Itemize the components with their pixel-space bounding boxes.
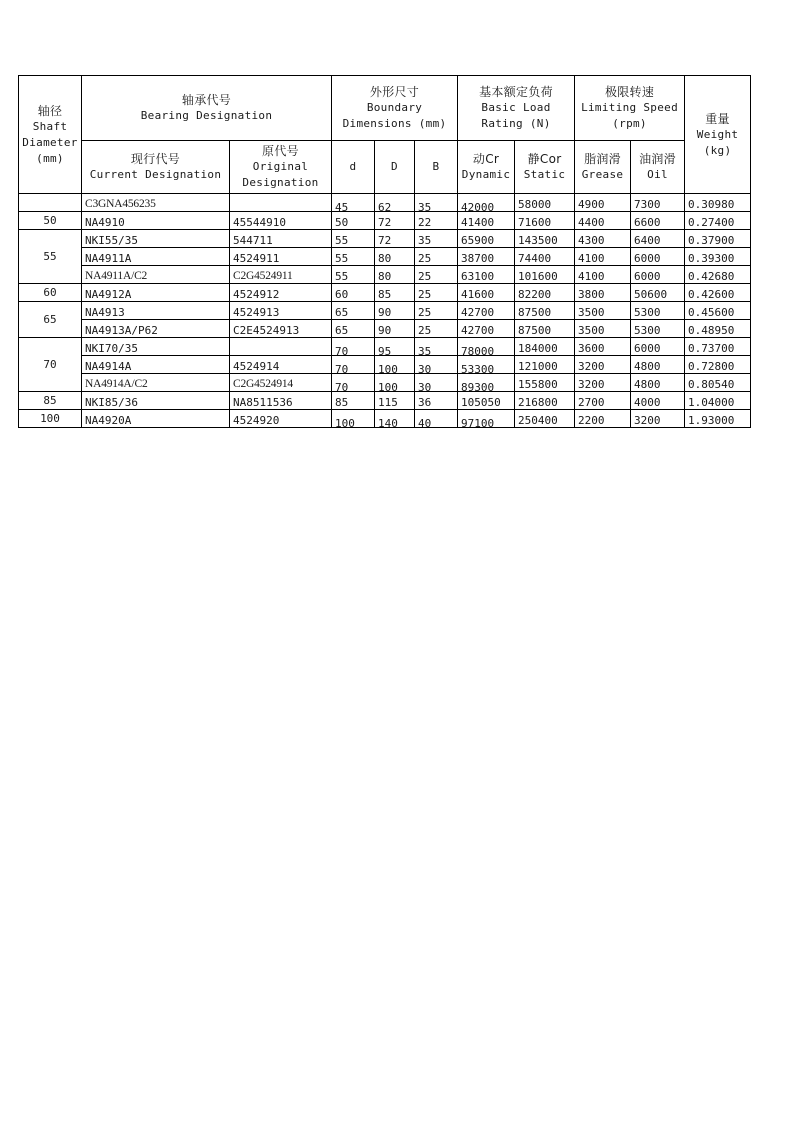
weight-cell: 0.37900 [685,230,751,248]
dim-d-cell: 45 [332,194,375,212]
dim-D-cell: 80 [375,248,415,266]
dim-D-cell: 72 [375,230,415,248]
dynamic-cr-cell: 38700 [458,248,515,266]
dim-B-cell: 25 [415,320,458,338]
grease-speed-cell: 3800 [575,284,631,302]
shaft-diameter-cell: 65 [19,302,82,338]
weight-cell: 0.80540 [685,374,751,392]
dynamic-cr-cell: 41400 [458,212,515,230]
table-row [19,320,751,338]
header-boundary-dimensions: 外形尺寸 Boundary Dimensions (mm) [332,76,458,141]
static-cor-cell: 82200 [515,284,575,302]
current-designation-cell: NKI55/35 [82,230,230,248]
weight-cell: 0.73700 [685,338,751,356]
dim-d-cell: 55 [332,266,375,284]
dynamic-cr-cell: 42700 [458,302,515,320]
original-designation-cell: NA8511536 [230,392,332,410]
dynamic-cr-cell: 42000 [458,194,515,212]
oil-speed-cell: 6000 [631,338,685,356]
dim-B-cell: 25 [415,266,458,284]
dim-B-cell: 30 [415,374,458,392]
oil-speed-cell: 3200 [631,410,685,428]
original-designation-cell: 4524911 [230,248,332,266]
dynamic-cr-cell: 41600 [458,284,515,302]
table-row [19,338,751,356]
header-dynamic-cr: 动Cr Dynamic [458,141,515,194]
grease-speed-cell: 3200 [575,356,631,374]
dim-D-cell: 100 [375,356,415,374]
current-designation-cell: NA4914A [82,356,230,374]
dim-d-cell: 70 [332,356,375,374]
oil-speed-cell: 6400 [631,230,685,248]
table-row [19,374,751,392]
header-weight: 重量 Weight (kg) [685,76,751,194]
table-row [19,284,751,302]
dim-d-cell: 85 [332,392,375,410]
current-designation-cell: NA4913 [82,302,230,320]
current-designation-cell: NA4911A/C2 [82,266,230,284]
grease-speed-cell: 3500 [575,320,631,338]
oil-speed-cell: 4000 [631,392,685,410]
shaft-diameter-cell: 100 [19,410,82,428]
header-shaft-diameter: 轴径 Shaft Diameter (mm) [19,76,82,194]
weight-cell: 0.39300 [685,248,751,266]
current-designation-cell: NKI85/36 [82,392,230,410]
bearing-spec-table [18,75,751,428]
dim-B-cell: 36 [415,392,458,410]
dim-B-cell: 22 [415,212,458,230]
dim-d-cell: 65 [332,302,375,320]
dynamic-cr-cell: 97100 [458,410,515,428]
dim-d-cell: 100 [332,410,375,428]
table-row [19,194,751,212]
oil-speed-cell: 6000 [631,266,685,284]
table-row [19,248,751,266]
oil-speed-cell: 7300 [631,194,685,212]
static-cor-cell: 184000 [515,338,575,356]
oil-speed-cell: 50600 [631,284,685,302]
header-dim-B-width: B [415,141,458,194]
current-designation-cell: NA4920A [82,410,230,428]
dim-d-cell: 60 [332,284,375,302]
static-cor-cell: 216800 [515,392,575,410]
dim-D-cell: 100 [375,374,415,392]
original-designation-cell [230,194,332,212]
static-cor-cell: 101600 [515,266,575,284]
dim-B-cell: 25 [415,284,458,302]
oil-speed-cell: 5300 [631,320,685,338]
shaft-diameter-cell: 60 [19,284,82,302]
static-cor-cell: 74400 [515,248,575,266]
weight-cell: 0.72800 [685,356,751,374]
header-current-designation: 现行代号 Current Designation [82,141,230,194]
dim-D-cell: 90 [375,302,415,320]
original-designation-cell: 4524912 [230,284,332,302]
dim-D-cell: 95 [375,338,415,356]
dynamic-cr-cell: 42700 [458,320,515,338]
dynamic-cr-cell: 105050 [458,392,515,410]
static-cor-cell: 121000 [515,356,575,374]
header-limiting-speed: 极限转速 Limiting Speed (rpm) [575,76,685,141]
shaft-diameter-cell [19,194,82,212]
header-bearing-designation: 轴承代号 Bearing Designation [82,76,332,141]
dim-d-cell: 55 [332,230,375,248]
header-original-designation: 原代号 Original Designation [230,141,332,194]
dynamic-cr-cell: 65900 [458,230,515,248]
grease-speed-cell: 4100 [575,266,631,284]
static-cor-cell: 58000 [515,194,575,212]
static-cor-cell: 87500 [515,302,575,320]
static-cor-cell: 87500 [515,320,575,338]
dim-d-cell: 55 [332,248,375,266]
grease-speed-cell: 4900 [575,194,631,212]
current-designation-cell: NA4913A/P62 [82,320,230,338]
dim-D-cell: 115 [375,392,415,410]
dynamic-cr-cell: 78000 [458,338,515,356]
table-row [19,356,751,374]
original-designation-cell: 4524920 [230,410,332,428]
oil-speed-cell: 6000 [631,248,685,266]
dim-D-cell: 72 [375,212,415,230]
oil-speed-cell: 4800 [631,356,685,374]
header-static-cor: 静Cor Static [515,141,575,194]
original-designation-cell [230,338,332,356]
grease-speed-cell: 4300 [575,230,631,248]
dim-D-cell: 80 [375,266,415,284]
dim-D-cell: 85 [375,284,415,302]
weight-cell: 0.42600 [685,284,751,302]
oil-speed-cell: 6600 [631,212,685,230]
original-designation-cell: C2G4524914 [230,374,332,392]
original-designation-cell: 4524914 [230,356,332,374]
original-designation-cell: 4524913 [230,302,332,320]
header-dim-D-outer: D [375,141,415,194]
dim-B-cell: 40 [415,410,458,428]
current-designation-cell: C3GNA456235 [82,194,230,212]
table-row [19,266,751,284]
header-grease-speed: 脂润滑 Grease [575,141,631,194]
grease-speed-cell: 4100 [575,248,631,266]
weight-cell: 1.04000 [685,392,751,410]
dynamic-cr-cell: 89300 [458,374,515,392]
shaft-diameter-cell: 55 [19,230,82,284]
grease-speed-cell: 3500 [575,302,631,320]
static-cor-cell: 155800 [515,374,575,392]
grease-speed-cell: 4400 [575,212,631,230]
dynamic-cr-cell: 53300 [458,356,515,374]
dim-B-cell: 30 [415,356,458,374]
dim-B-cell: 35 [415,338,458,356]
grease-speed-cell: 2700 [575,392,631,410]
original-designation-cell: 544711 [230,230,332,248]
weight-cell: 1.93000 [685,410,751,428]
grease-speed-cell: 3200 [575,374,631,392]
current-designation-cell: NA4914A/C2 [82,374,230,392]
current-designation-cell: NKI70/35 [82,338,230,356]
dim-d-cell: 50 [332,212,375,230]
static-cor-cell: 143500 [515,230,575,248]
oil-speed-cell: 5300 [631,302,685,320]
dynamic-cr-cell: 63100 [458,266,515,284]
dim-B-cell: 25 [415,248,458,266]
dim-d-cell: 70 [332,338,375,356]
weight-cell: 0.45600 [685,302,751,320]
static-cor-cell: 71600 [515,212,575,230]
current-designation-cell: NA4912A [82,284,230,302]
table-row [19,410,751,428]
header-oil-speed: 油润滑 Oil [631,141,685,194]
original-designation-cell: 45544910 [230,212,332,230]
shaft-diameter-cell: 85 [19,392,82,410]
shaft-diameter-cell: 70 [19,338,82,392]
original-designation-cell: C2G4524911 [230,266,332,284]
grease-speed-cell: 2200 [575,410,631,428]
table-row [19,212,751,230]
dim-d-cell: 70 [332,374,375,392]
dim-B-cell: 35 [415,194,458,212]
weight-cell: 0.42680 [685,266,751,284]
header-dim-d-inner: d [332,141,375,194]
grease-speed-cell: 3600 [575,338,631,356]
dim-B-cell: 35 [415,230,458,248]
static-cor-cell: 250400 [515,410,575,428]
dim-d-cell: 65 [332,320,375,338]
dim-D-cell: 62 [375,194,415,212]
current-designation-cell: NA4911A [82,248,230,266]
weight-cell: 0.48950 [685,320,751,338]
table-row [19,302,751,320]
weight-cell: 0.30980 [685,194,751,212]
weight-cell: 0.27400 [685,212,751,230]
dim-D-cell: 140 [375,410,415,428]
original-designation-cell: C2E4524913 [230,320,332,338]
current-designation-cell: NA4910 [82,212,230,230]
header-basic-load-rating: 基本额定负荷 Basic Load Rating (N) [458,76,575,141]
table-row [19,392,751,410]
table-row [19,230,751,248]
dim-D-cell: 90 [375,320,415,338]
dim-B-cell: 25 [415,302,458,320]
shaft-diameter-cell: 50 [19,212,82,230]
oil-speed-cell: 4800 [631,374,685,392]
